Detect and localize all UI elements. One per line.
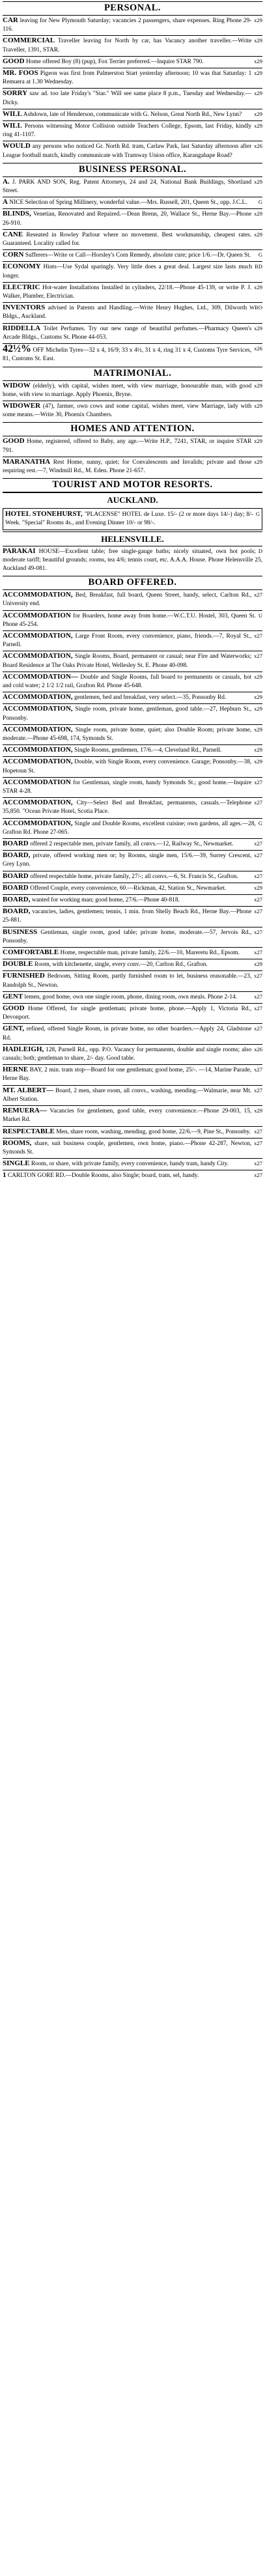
ad-reference-code: x29 [254,705,262,713]
ad-reference-code: x29 [254,90,262,97]
classified-ad [3,380,262,401]
ad-body-text: Home, registered, offered to Baby, any age.—Write H.P., 7241, STAR, or inquire STAR 791. [3,438,252,454]
ad-reference-code: x27 [254,632,262,639]
ad-lead-word: WIDOWER [3,401,41,410]
ad-lead-word: ACCOMMODATION— [3,672,78,681]
ad-lead-word: ACCOMMODATION, [3,746,73,754]
ad-body-text: Vacancies for gentlemen, good table, every convenience.—Phone 29-003, 15, Market Rd. [3,1108,252,1124]
ad-body-text: share, suit business couple, gentlemen, own home, piano.—Phone 42-287, Newton, Symonds St. [3,1140,252,1155]
ad-body-text: Room, with kitchenette, single, every conv.—20, Carlton Rd., Grafton. [34,961,208,969]
ad-lead-word: CORN [3,251,24,259]
ad-reference-code: x29 [254,694,262,701]
section-heading: MATRIMONIAL. [3,367,262,380]
ad-lead-word: HOTEL STONEHURST, [5,510,83,518]
ad-lead-word: A. [3,177,10,186]
ad-reference-code: x29 [254,746,262,754]
ad-body-text: Pigeon was first from Palmerston Start yesterday afternoon; 10 was that Saturday: 1 Remuera at 1.30 Wednesday. [3,70,252,86]
ad-lead-word: BOARD, [3,907,31,916]
ad-lead-word: ACCOMMODATION [3,778,71,786]
ad-lead-word: ACCOMMODATION, [3,725,73,733]
ad-body-text: Home Offered, for single gentleman; private home, phone.—Apply 1, Victoria Rd., Devonport. [3,1006,252,1021]
ad-lead-word: CAR [3,16,18,24]
classified-ad [3,457,262,477]
ad-lead-word: MARANATHA [3,457,51,466]
ad-body-text: Room, or share, with private family, every convenience, handy tram, handy City. [31,1161,229,1168]
ad-reference-code: x27 [254,1139,262,1146]
ad-body-text: for Gentleman, single room, handy Symonds St.; good home.—Inquire STAR 4-28. [3,779,252,795]
classified-ad [3,56,262,68]
section-heading: HOMES AND ATTENTION. [3,422,262,436]
ad-lead-word: GENT, [3,1025,25,1033]
ad-lead-word: BOARD, [3,896,31,904]
classified-ad [3,1044,262,1064]
classified-ad [3,508,262,530]
ad-lead-word: BOARD [3,840,29,848]
ad-body-text: (47), farmer, own cows and some capital, wishes meet, view Marriage, lady with some means.—Write 30, Phoenix Chambers. [3,403,252,419]
classified-ad [3,894,262,906]
ad-reference-code: x27 [254,591,262,599]
ad-reference-code: G [258,199,262,206]
ad-reference-code: x29 [254,438,262,445]
ad-reference-code: x29 [254,122,262,130]
classified-ad [3,109,262,120]
ad-body-text: (elderly), with capital, wishes meet, with view marriage, honourable man, with good home, with view to marriage. Apply Phoenix, Bryne. [3,382,252,398]
classified-ad [3,672,262,692]
classified-ad [3,261,262,281]
classified-ad [3,959,262,970]
ad-reference-code: x27 [254,653,262,660]
ad-body-text: Bedroom, Sitting Room, partly furnished room to let, business reasonable.—23, Randolph St., Newton. [3,973,252,989]
ad-reference-code: x29 [254,17,262,23]
classified-ad [3,692,262,703]
ad-lead-word: SINGLE [3,1159,30,1168]
ad-lead-word: BOARD, [3,851,31,860]
ad-lead-word: ACCOMMODATION, [3,693,73,701]
classifieds-column [0,1,265,1182]
classified-ad [3,1085,262,1105]
ad-body-text: Single Rooms, gentlemen, 17/6.—4, Cleveland Rd., Parnell. [74,747,222,754]
classified-ad [3,1138,262,1158]
ad-body-text: Double and Single Rooms, full board to permanents or casuals, hot and cold water; 2 1/2 1/2 rail, Grafton Rd. Phone 45-648. [3,673,252,689]
classified-ad [3,871,262,883]
ad-reference-code: x27 [254,799,262,806]
ad-lead-word: ACCOMMODATION [3,611,71,619]
ad-reference-code: G [258,819,262,827]
ad-reference-code: x26 [254,143,262,150]
ad-lead-word: BOARD [3,871,29,880]
ad-lead-word: INVENTORS [3,304,46,312]
ad-lead-word: ROOMS, [3,1139,32,1147]
classified-ad [3,818,262,838]
classified-ad [3,15,262,35]
ad-reference-code: x27 [254,1025,262,1032]
ad-reference-code: x29 [254,884,262,891]
classified-ad [3,249,262,261]
ad-reference-code: x27 [254,840,262,847]
ad-reference-code: x27 [254,1172,262,1179]
ad-reference-code: x29 [254,726,262,733]
ad-reference-code: x27 [254,1066,262,1073]
ad-lead-word: GENT [3,992,23,1000]
ad-body-text: Rest Home, sunny, quiet; for Convalescents and Invalids; private and those requiring rest.—7, Windmill Rd., M. Eden. Phone 21-657. [3,459,252,474]
ad-body-text: Venetian, Renovated and Repaired.—Dean Brenn, 20, Wallace St., Herne Bay.—Phone 26-910. [3,211,252,227]
ad-reference-code: x27 [254,993,262,1000]
ad-body-text: vacancies, ladies, gentlemen; tennis, 1 min. from Shelly Beach Rd., Herne Bay.—Phone 25-881. [3,909,252,924]
ad-body-text: saw ad. too late Friday's "Star." Will see same place 8 p.m., Tuesday and Wednesday.—Dicky. [3,91,252,106]
ad-body-text: Large Front Room, every convenience, piano, friends.—7, Royal St., Parnell. [3,632,252,649]
ad-lead-word: RIDDELLA [3,324,41,332]
section-heading: BUSINESS PERSONAL. [3,163,262,177]
ad-reference-code: x27 [254,949,262,956]
ad-body-text: Ashdown, late of Henderson, communicate with G. Nelson, Great North Rd., New Lynn? [23,111,242,118]
classified-ad [3,703,262,724]
classified-ad [3,35,262,55]
ad-reference-code: x26 [254,1045,262,1053]
ad-body-text: offered respectable home, private family, 27/-; all convs.—6, St. Francis St., Grafton. [30,873,238,880]
ad-reference-code: x29 [254,673,262,680]
ad-reference-code: x29 [254,70,262,77]
ad-reference-code: WRO [249,304,262,311]
ad-reference-code: x29 [254,210,262,218]
classified-ad [3,88,262,108]
ad-lead-word: A [3,198,8,206]
section-heading: PERSONAL. [3,1,262,15]
ad-body-text: Hot-water Installations Installed in cylinders, 22/18.—Phone 45-139, or write P. J. Walker, Plumber, Electrician. [3,284,252,300]
classified-ad [3,1023,262,1043]
ad-lead-word: MR. FOOS [3,69,38,78]
classified-ad [3,208,262,229]
classified-ad [3,724,262,744]
ad-lead-word: ACCOMMODATION, [3,799,73,807]
ad-body-text: Double, with Single Room, every convenience. Garage; Ponsonby.—38, Hopetoun St. [3,759,252,774]
ad-reference-code: G [258,251,262,259]
classified-ad [3,838,262,850]
classified-ad [3,744,262,756]
ad-reference-code: x29 [254,178,262,185]
classified-ad [3,120,262,141]
classified-ad [3,756,262,776]
ad-lead-word: GOOD [3,57,25,65]
ad-reference-code: x29 [254,324,262,332]
ad-lead-word: ACCOMMODATION, [3,819,73,827]
classified-ad [3,1105,262,1125]
ad-reference-code: x27 [254,1127,262,1135]
ad-body-text: Men, share room, washing, mending, good home, 22/6.—9, Pine St., Ponsonby. [56,1128,251,1135]
ad-lead-word: ACCOMMODATION, [3,652,73,660]
ad-body-text: Single room, private home, gentleman, good table.—27, Hepburn St., Ponsonby. [3,706,252,722]
classified-ad [3,1003,262,1023]
ad-body-text: Hints—Use Sydal sparingly. Very little does a great deal. Largest size lasts much longer. [3,264,253,279]
ad-body-text: Offered Couple, every convenience, 60.—Rickman, 42, Station St., Newmarket. [30,885,227,892]
ad-body-text: CARLTON GORE RD.—Double Rooms, also Single; board, tram, sel, handy. [7,1172,199,1180]
ad-body-text: any persons who noticed Gr. North Rd. tram, Carlaw Park, last Saturday afternoon after League football match, kindly communicate with Tramway Union office, Karangahape Road? [3,143,252,159]
ad-lead-word: 42½% [3,343,31,355]
ad-body-text: Traveller leaving for North by car, has Vacancy another traveller.—Write Traveller, 1391, STAR. [3,38,252,53]
ad-lead-word: WILL [3,122,22,130]
classified-ad [3,777,262,797]
ad-reference-code: x27 [254,972,262,980]
ad-body-text: Bed, Breakfast, full board, Queen Street, handy, select, Carlton Rd., University end. [3,592,252,608]
classified-ad [3,546,262,575]
ad-reference-code: U [258,612,262,619]
ad-reference-code: x29 [254,458,262,465]
ad-body-text: leaving for New Plymouth Saturday; vacancies 2 passengers, share expenses. Ring Phone 29-116. [3,18,252,33]
ad-body-text: Single Rooms, Board, permanent or casual; near Fire and Waterworks; Board Residence at The Oaks Private Hotel, Wellesley St. E. Phone 40-098. [3,653,252,669]
ad-reference-code: x27 [254,928,262,935]
classified-ad [3,651,262,671]
classified-ad [3,970,262,991]
ad-body-text: "PLACENSE" HOTEL de Luxe. 15/- (2 or more days 14/-) day; 8/- Week. "Special" Rooms 4s., and Evening Dinner 10/- or 98/-. [5,511,253,527]
classified-ad [3,177,262,197]
classified-ad [3,797,262,817]
ad-reference-code: D [258,547,262,554]
ad-body-text: Home, respectable man, private family, 22/6.—10, Mareretu Rd., Epsom. [60,950,240,957]
ad-reference-code: x29 [254,283,262,290]
ad-reference-code: x29 [254,57,262,64]
ad-reference-code: x27 [254,852,262,859]
ad-body-text: NICE Selection of Spring Millinery, wonderful value.—Mrs. Russell, 201, Queen St., opp. J.C.L. [9,199,247,206]
ad-body-text: private, offered working men or; by Rooms, single men, 15/6.—39, Surrey Crescent, Grey Lynn. [3,853,252,868]
ad-body-text: HOUSE—Excellent table; free single-gauge baths; nicely situated, own hot pools; moderate tariff; beautiful grounds; rooms, tea 4/6; tennis court, etc. A.A.A. House. Phone Helensville 25, Auckland 49-081. [3,548,262,572]
ad-lead-word: COMFORTABLE [3,948,59,957]
ad-reference-code: RD [255,263,262,270]
classified-ad [3,1158,262,1170]
ad-reference-code: x27 [254,778,262,786]
ad-reference-code: G [255,511,260,518]
section-heading: TOURIST AND MOTOR RESORTS. [3,478,262,492]
ad-body-text: Sufferers—Write or Call—Horsley's Corn Remedy, absolute cure; price 1/6.—Dr. Queen St. [25,252,251,259]
ad-lead-word: 1 [3,1171,7,1180]
ad-body-text: gentlemen, bed and breakfast, very select.—35, Ponsonby Rd. [74,694,227,701]
ad-lead-word: CANE [3,230,23,238]
classified-ad [3,282,262,302]
ad-reference-code: x29 [254,402,262,409]
ad-lead-word: SORRY [3,89,28,98]
ad-lead-word: DOUBLE [3,960,33,969]
ad-lead-word: BUSINESS [3,927,38,936]
ad-body-text: Single and Double Rooms, excellent cuisine; own gardens, all ages.—28, Grafton Rd. Phone 27-065. [3,820,256,836]
classified-ad [3,302,262,322]
ad-body-text: advised in Patents and Handling.—Write Henry Hughes, Ltd., 309, Dilworth Bldgs., Auckland. [3,305,247,320]
classified-ad [3,401,262,421]
classified-ad [3,991,262,1003]
ad-body-text: 128, Parnell Rd., opp. P.O. Vacancy for permanents, double and single rooms; also casuals; both; gentleman to share, 2/- day. Good table. [3,1046,252,1062]
ad-reference-code: x29 [254,231,262,238]
subsection-heading: AUCKLAND. [3,492,262,507]
ad-lead-word: RESPECTABLE [3,1127,55,1135]
classified-ad [3,323,262,343]
ad-reference-code: x27 [254,1160,262,1167]
classified-ad [3,1064,262,1084]
ad-reference-code: x29 [254,37,262,44]
ad-lead-word: WIDOW [3,381,31,389]
ad-body-text: Toilet Perfumes. Try our new range of beautiful perfumes.—Pharmacy Queen's Arcade Bldgs., Customs St. Phone 44-053. [3,325,252,341]
ad-lead-word: HADLEIGH, [3,1045,44,1053]
classified-ad [3,883,262,894]
classified-ad [3,436,262,456]
ad-lead-word: BOARD [3,883,29,892]
ad-body-text: OFF Michelin Tyres—32 x 4, 16/9; 33 x 4½, 31 x 4, ring 31 x 4, Customs Tyre Services, 81, Customs St. East. [3,347,252,363]
ad-lead-word: WOULD [3,142,31,150]
ad-lead-word: GOOD [3,1004,25,1013]
ad-reference-code: x26 [254,345,262,352]
classified-ad [3,229,262,249]
ad-lead-word: ACCOMMODATION, [3,757,73,766]
ad-reference-code: x29 [254,110,262,117]
section-heading: BOARD OFFERED. [3,576,262,589]
classified-ad [3,141,262,161]
ad-reference-code: x29 [254,758,262,765]
ad-body-text: Board, 2 men, share room, all convs., washing, mending.—Walmarie, near Mt. Albert Station. [3,1087,252,1103]
ad-reference-code: x27 [254,1086,262,1094]
ad-body-text: Home offered Boy (8) (pup), Fox Terrier preferred.—Inquire STAR 790. [25,58,204,65]
ad-body-text: offered 2 respectable men, private family, all convs.—12, Railway St., Newmarket. [30,841,234,848]
classified-ad [3,68,262,88]
ad-lead-word: WILL [3,109,22,118]
ad-lead-word: COMMERCIAL [3,36,55,45]
ad-lead-word: PARAKAI [3,546,36,555]
classified-ad [3,630,262,651]
ad-lead-word: ACCOMMODATION, [3,591,73,599]
ad-reference-code: x27 [254,1005,262,1012]
ad-body-text: J. PARK AND SON, Reg. Patent Attorneys, 24 and 24, National Bank Buildings, Shortland Street. [3,178,252,195]
ad-body-text: refined, offered Single Room, in private home, no other boarders.—Apply 24, Gladstone Rd. [3,1026,252,1041]
classified-ad [3,947,262,959]
classified-ad [3,1170,262,1182]
ad-reference-code: x27 [254,896,262,903]
classified-ad [3,927,262,947]
ad-body-text: Single room, private home, quiet; also Double Room; private home, moderate.—Phone 45-698, 174, Symonds St. [3,726,252,742]
ad-body-text: Gentleman, single room, good table; private home, moderate.—57, Jervois Rd., Ponsonby. [3,929,252,944]
ad-lead-word: FURNISHED [3,972,45,980]
ad-lead-word: HERNE [3,1066,29,1074]
ad-reference-code: x29 [254,382,262,389]
ad-reference-code: x29 [254,1107,262,1114]
ad-body-text: BAY, 2 min. tram stop—Board for one gentleman; good home, 25/-. —14, Marine Parade, Herne Bay. [3,1067,252,1083]
ad-body-text: Persons witnessing Motor Collision outside Teachers College, Epsom, last Friday, kindly ring 41-1107. [3,123,252,139]
classified-ad [3,343,262,365]
ad-lead-word: BLINDS, [3,210,31,218]
ad-lead-word: ELECTRIC [3,283,40,291]
classified-ad [3,610,262,630]
classified-ad [3,197,262,208]
ad-body-text: Reseated in Rowley Parlour where no movement. Best workmanship, cheapest rates. Guaranteed. Locality called for. [3,231,252,248]
ad-body-text: lemen, good home, own one single room, phone, dining room, own meals. Phone 2-14. [24,993,238,1000]
classified-ad [3,589,262,610]
ad-lead-word: ACCOMMODATION, [3,631,73,640]
ad-lead-word: ECONOMY [3,262,41,271]
ad-lead-word: REMUERA— [3,1107,47,1115]
ad-reference-code: x27 [254,908,262,915]
subsection-heading: HELENSVILLE. [3,531,262,546]
ad-reference-code: x27 [254,872,262,879]
ad-lead-word: GOOD [3,437,25,446]
ad-body-text: for Boarders, home away from home.—W.C.T.U. Hostel, 303, Queen St. Phone 45-254. [3,612,256,628]
classified-ad [3,906,262,926]
ad-lead-word: ACCOMMODATION, [3,705,73,713]
classified-ad [3,850,262,870]
classified-ad [3,1126,262,1138]
ad-lead-word: MT. ALBERT— [3,1086,54,1094]
ad-body-text: wanted for working man; good home, 27/6.—Phone 40-818. [31,897,180,904]
ad-reference-code: x29 [254,961,262,968]
ad-body-text: City—Select Bed and Breakfast, permanents, casuals.—Telephone 35,850. "Ocean Private Hotel, Scotia Place. [3,800,252,815]
